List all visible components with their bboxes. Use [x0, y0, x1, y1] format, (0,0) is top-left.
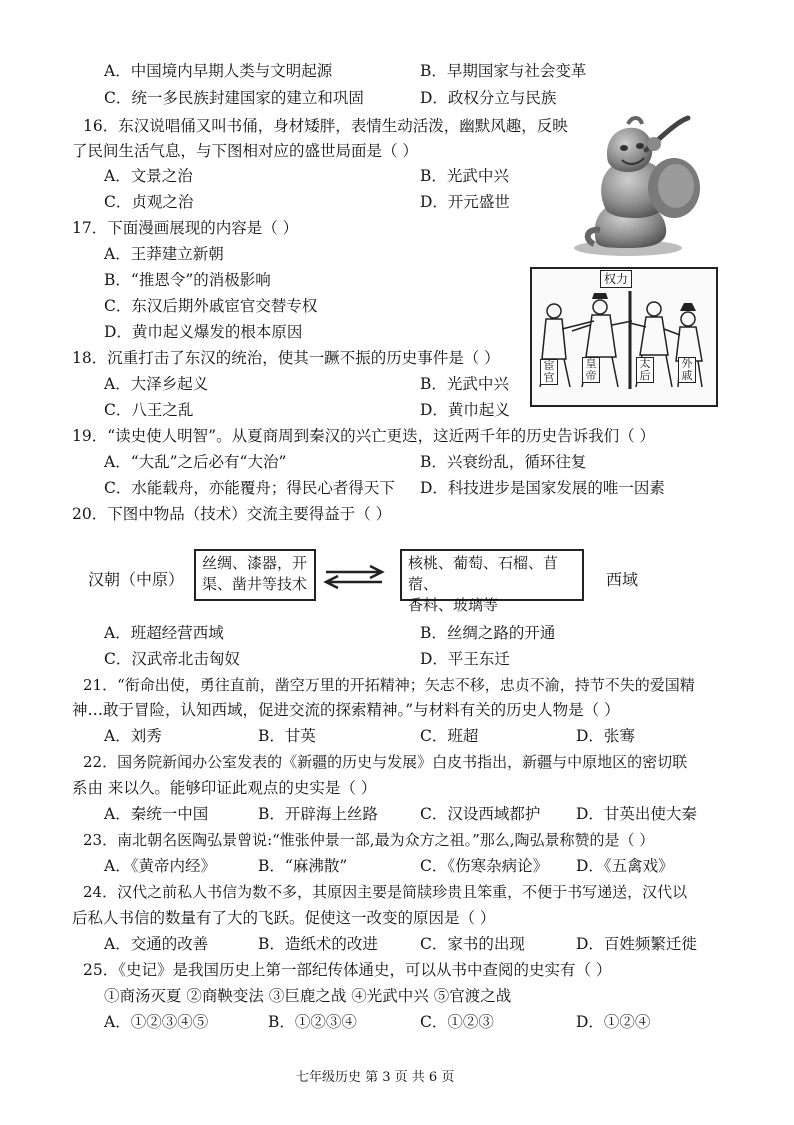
- q25-option-a[interactable]: A．①②③④⑤: [104, 1013, 209, 1031]
- q22-option-d[interactable]: D．甘英出使大秦: [576, 805, 697, 823]
- q21-option-a[interactable]: A．刘秀: [104, 727, 162, 745]
- q24-option-c[interactable]: C．家书的出现: [420, 935, 525, 953]
- q15-option-d[interactable]: D．政权分立与民族: [420, 89, 557, 107]
- han-goods-line1: 丝绸、漆器，开: [202, 554, 308, 572]
- q21-option-b[interactable]: B．甘英: [258, 727, 316, 745]
- q17-option-b[interactable]: B．“推恩令”的消极影响: [104, 271, 271, 289]
- western-goods-line1: 核桃、葡萄、石榴、苜蓿、: [408, 554, 559, 593]
- q19-stem: 19．“读史使人明智”。从夏商周到秦汉的兴亡更迭，这近两千年的历史告诉我们（ ）: [72, 427, 656, 445]
- q18-option-b[interactable]: B．光武中兴: [420, 375, 509, 393]
- western-regions-label: 西域: [606, 570, 639, 589]
- power-struggle-cartoon: [530, 267, 718, 407]
- power-label: 权力: [600, 270, 632, 288]
- western-goods-line2: 香料、玻璃等: [408, 596, 499, 614]
- q24-option-a[interactable]: A．交通的改善: [104, 935, 209, 953]
- q15-option-b[interactable]: B．早期国家与社会变革: [420, 62, 587, 80]
- q20-option-a[interactable]: A．班超经营西域: [104, 624, 224, 642]
- q24-stem-line2: 后私人书信的数量有了大的飞跃。促使这一改变的原因是（ ）: [72, 909, 496, 927]
- q18-option-a[interactable]: A．大泽乡起义: [104, 375, 209, 393]
- q15-option-c[interactable]: C．统一多民族封建国家的建立和巩固: [104, 89, 364, 107]
- q24-option-b[interactable]: B．造纸术的改进: [258, 935, 378, 953]
- empress-dowager-label: 太后: [636, 357, 654, 383]
- q21-stem-line2: 神…敢于冒险，认知西域，促进交流的探索精神。”与材料有关的历史人物是（ ）: [72, 701, 620, 719]
- q16-option-b[interactable]: B．光武中兴: [420, 167, 509, 185]
- q22-option-c[interactable]: C．汉设西域都护: [420, 805, 541, 823]
- q20-option-c[interactable]: C．汉武帝北击匈奴: [104, 650, 240, 668]
- exchange-arrows-icon: [322, 564, 386, 590]
- q17-option-c[interactable]: C．东汉后期外戚宦官交替专权: [104, 297, 318, 315]
- q23-option-a[interactable]: A．《黄帝内经》: [104, 857, 216, 875]
- q25-stem: 25．《史记》是我国历史上第一部纪传体通史，可以从书中查阅的史实有（ ）: [83, 961, 612, 979]
- q23-stem: 23．南北朝名医陶弘景曾说:“惟张仲景一部,最为众方之祖。”那么,陶弘景称赞的是（ ）: [83, 831, 655, 849]
- page-footer: 七年级历史 第 3 页 共 6 页: [296, 1070, 455, 1085]
- emperor-label: 皇帝: [582, 357, 600, 383]
- q25-items: ①商汤灭夏 ②商鞅变法 ③巨鹿之战 ④光武中兴 ⑤官渡之战: [104, 987, 512, 1005]
- q18-stem: 18．沉重打击了东汉的统治，使其一蹶不振的历史事件是（ ）: [72, 349, 500, 367]
- q16-option-c[interactable]: C．贞观之治: [104, 193, 194, 211]
- q23-option-d[interactable]: D．《五禽戏》: [576, 857, 674, 875]
- q16-stem-line1: 16．东汉说唱俑又叫书俑，身材矮胖，表情生动活泼，幽默风趣，反映: [83, 117, 568, 135]
- western-regions-goods-box: [400, 549, 584, 614]
- q23-option-b[interactable]: B．“麻沸散”: [258, 857, 348, 875]
- q21-option-c[interactable]: C．班超: [420, 727, 479, 745]
- q17-stem: 17．下面漫画展现的内容是（ ）: [72, 219, 299, 237]
- q18-option-c[interactable]: C．八王之乱: [104, 401, 194, 419]
- q17-option-d[interactable]: D．黄巾起义爆发的根本原因: [104, 323, 303, 341]
- han-dynasty-label: 汉朝（中原）: [88, 570, 185, 589]
- han-goods-line2: 渠、凿井等技术: [202, 575, 308, 593]
- q22-option-b[interactable]: B．开辟海上丝路: [258, 805, 378, 823]
- q25-option-d[interactable]: D．①②④: [576, 1013, 651, 1031]
- q20-option-b[interactable]: B．丝绸之路的开通: [420, 624, 556, 642]
- q22-stem-line2: 系由 来以久。能够印证此观点的史实是（ ）: [72, 779, 377, 797]
- q18-option-d[interactable]: D．黄巾起义: [420, 401, 510, 419]
- q20-stem: 20．下图中物品（技术）交流主要得益于（ ）: [72, 505, 392, 523]
- q20-option-d[interactable]: D．平王东迁: [420, 650, 510, 668]
- q19-option-c[interactable]: C．水能载舟，亦能覆舟；得民心者得天下: [104, 479, 395, 497]
- han-goods-box: [194, 549, 316, 601]
- q19-option-b[interactable]: B．兴衰纷乱，循环往复: [420, 453, 587, 471]
- q23-option-c[interactable]: C．《伤寒杂病论》: [420, 857, 549, 875]
- q19-option-d[interactable]: D．科技进步是国家发展的唯一因素: [420, 479, 665, 497]
- storyteller-figurine-image: [566, 110, 716, 258]
- q24-option-d[interactable]: D．百姓频繁迁徙: [576, 935, 697, 953]
- q19-option-a[interactable]: A．“大乱”之后必有“大治”: [104, 453, 287, 471]
- q16-option-d[interactable]: D．开元盛世: [420, 193, 510, 211]
- inlaws-label: 外戚: [678, 357, 696, 383]
- q15-option-a[interactable]: A．中国境内早期人类与文明起源: [104, 62, 333, 80]
- q16-stem-line2: 了民间生活气息，与下图相对应的盛世局面是（ ）: [72, 142, 418, 160]
- q21-stem-line1: 21．“衔命出使，勇往直前，凿空万里的开拓精神；矢志不移，忠贞不渝，持节不失的爱国精: [83, 676, 695, 694]
- q21-option-d[interactable]: D．张骞: [576, 727, 635, 745]
- q25-option-c[interactable]: C．①②③: [420, 1013, 494, 1031]
- q22-stem-line1: 22．国务院新闻办公室发表的《新疆的历史与发展》白皮书指出，新疆与中原地区的密切联: [83, 753, 688, 771]
- q17-option-a[interactable]: A．王莽建立新朝: [104, 245, 224, 263]
- q16-option-a[interactable]: A．文景之治: [104, 167, 193, 185]
- q24-stem-line1: 24．汉代之前私人书信为数不多，其原因主要是简牍珍贵且笨重，不便于书写递送，汉代以: [83, 883, 688, 901]
- q22-option-a[interactable]: A．秦统一中国: [104, 805, 209, 823]
- q25-option-b[interactable]: B．①②③④: [268, 1013, 357, 1031]
- eunuch-label: 宦官: [540, 359, 558, 385]
